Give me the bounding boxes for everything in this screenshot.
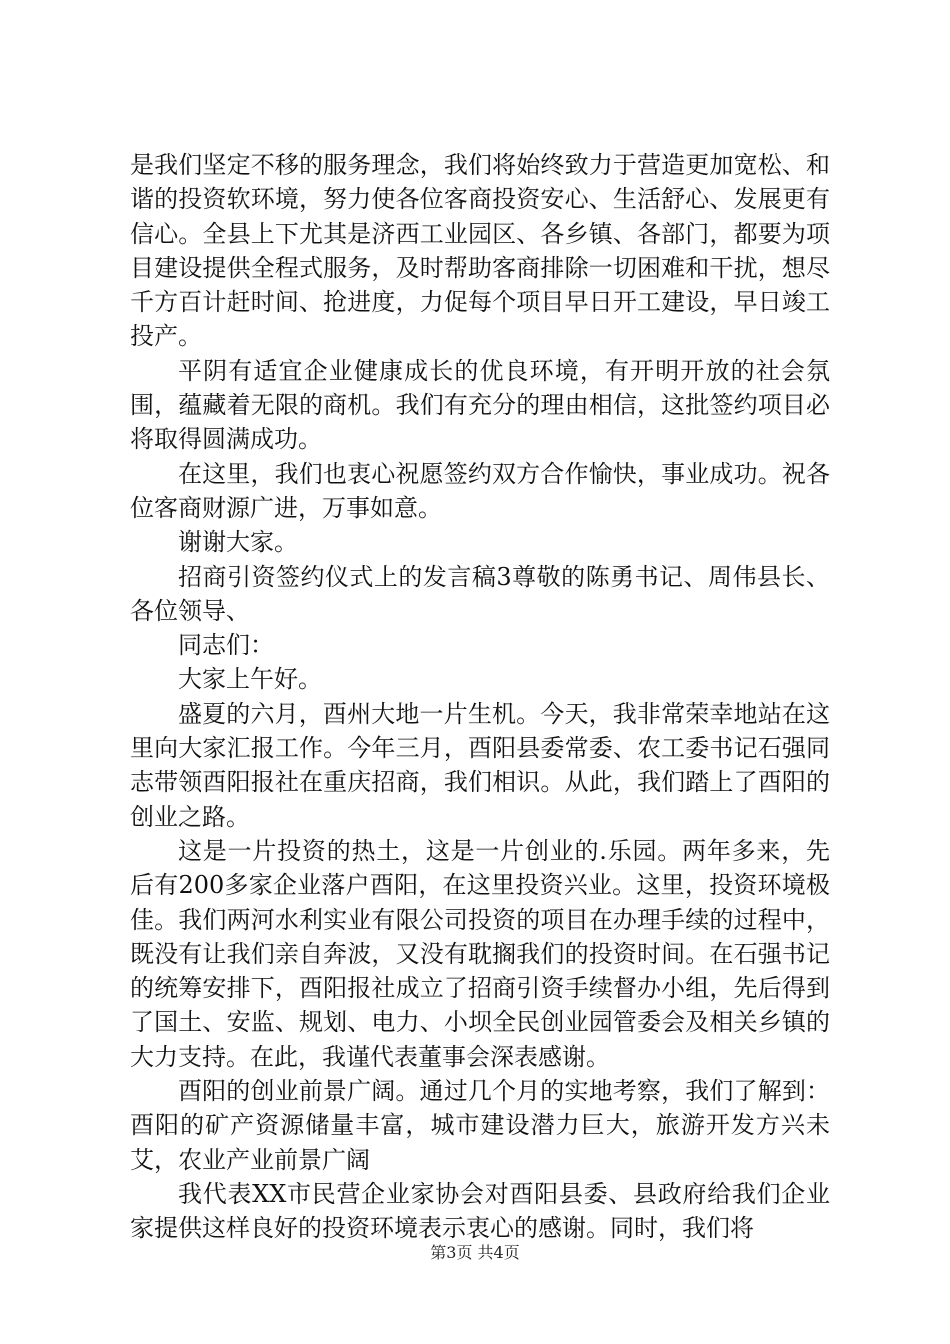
paragraph-8: 盛夏的六月，酉州大地一片生机。今天，我非常荣幸地站在这里向大家汇报工作。今年三月，酉阳县委常委、农工委书记石强同志带领酉阳报社在重庆招商，我们相识。从此，我们踏上了酉阳的创业之路。 [130,699,830,831]
paragraph-11: 我代表XX市民营企业家协会对酉阳县委、县政府给我们企业家提供这样良好的投资环境表示衷心的感谢。同时，我们将 [130,1179,830,1243]
paragraph-9: 这是一片投资的热土，这是一片创业的.乐园。两年多来，先后有200多家企业落户酉阳，在这里投资兴业。这里，投资环境极佳。我们两河水利实业有限公司投资的项目在办理手续的过程中，既没有让我们亲自奔波，又没有耽搁我们的投资时间。在石强书记的统筹安排下，酉阳报社成立了招商引资手续督办小组，先后得到了国土、安监、规划、电力、小坝全民创业园管委会及相关乡镇的大力支持。在此，我谨代表董事会深表感谢。 [130,836,830,1071]
paragraph-3: 在这里，我们也衷心祝愿签约双方合作愉快，事业成功。祝各位客商财源广进，万事如意。 [130,459,830,522]
paragraph-10: 酉阳的创业前景广阔。通过几个月的实地考察，我们了解到：酉阳的矿产资源储量丰富，城市建设潜力巨大，旅游开发方兴未艾，农业产业前景广阔 [130,1077,830,1174]
paragraph-4: 谢谢大家。 [178,528,298,557]
paragraph-5: 招商引资签约仪式上的发言稿3尊敬的陈勇书记、周伟县长、各位领导、 [130,562,830,625]
page-number-footer: 第3页 共4页 [430,1243,520,1262]
paragraph-6: 同志们： [178,631,274,660]
document-body [130,148,830,1246]
paragraph-2: 平阴有适宜企业健康成长的优良环境，有开明开放的社会氛围，蕴藏着无限的商机。我们有充分的理由相信，这批签约项目必将取得圆满成功。 [130,356,830,454]
paragraph-1: 是我们坚定不移的服务理念，我们将始终致力于营造更加宽松、和谐的投资软环境，努力使各位客商投资安心、生活舒心、发展更有信心。全县上下尤其是济西工业园区、各乡镇、各部门，都要为项目建设提供全程式服务，及时帮助客商排除一切困难和干扰，想尽千方百计赶时间、抢进度，力促每个项目早日开工建设，早日竣工投产。 [130,151,830,351]
paragraph-7: 大家上午好。 [178,665,322,694]
